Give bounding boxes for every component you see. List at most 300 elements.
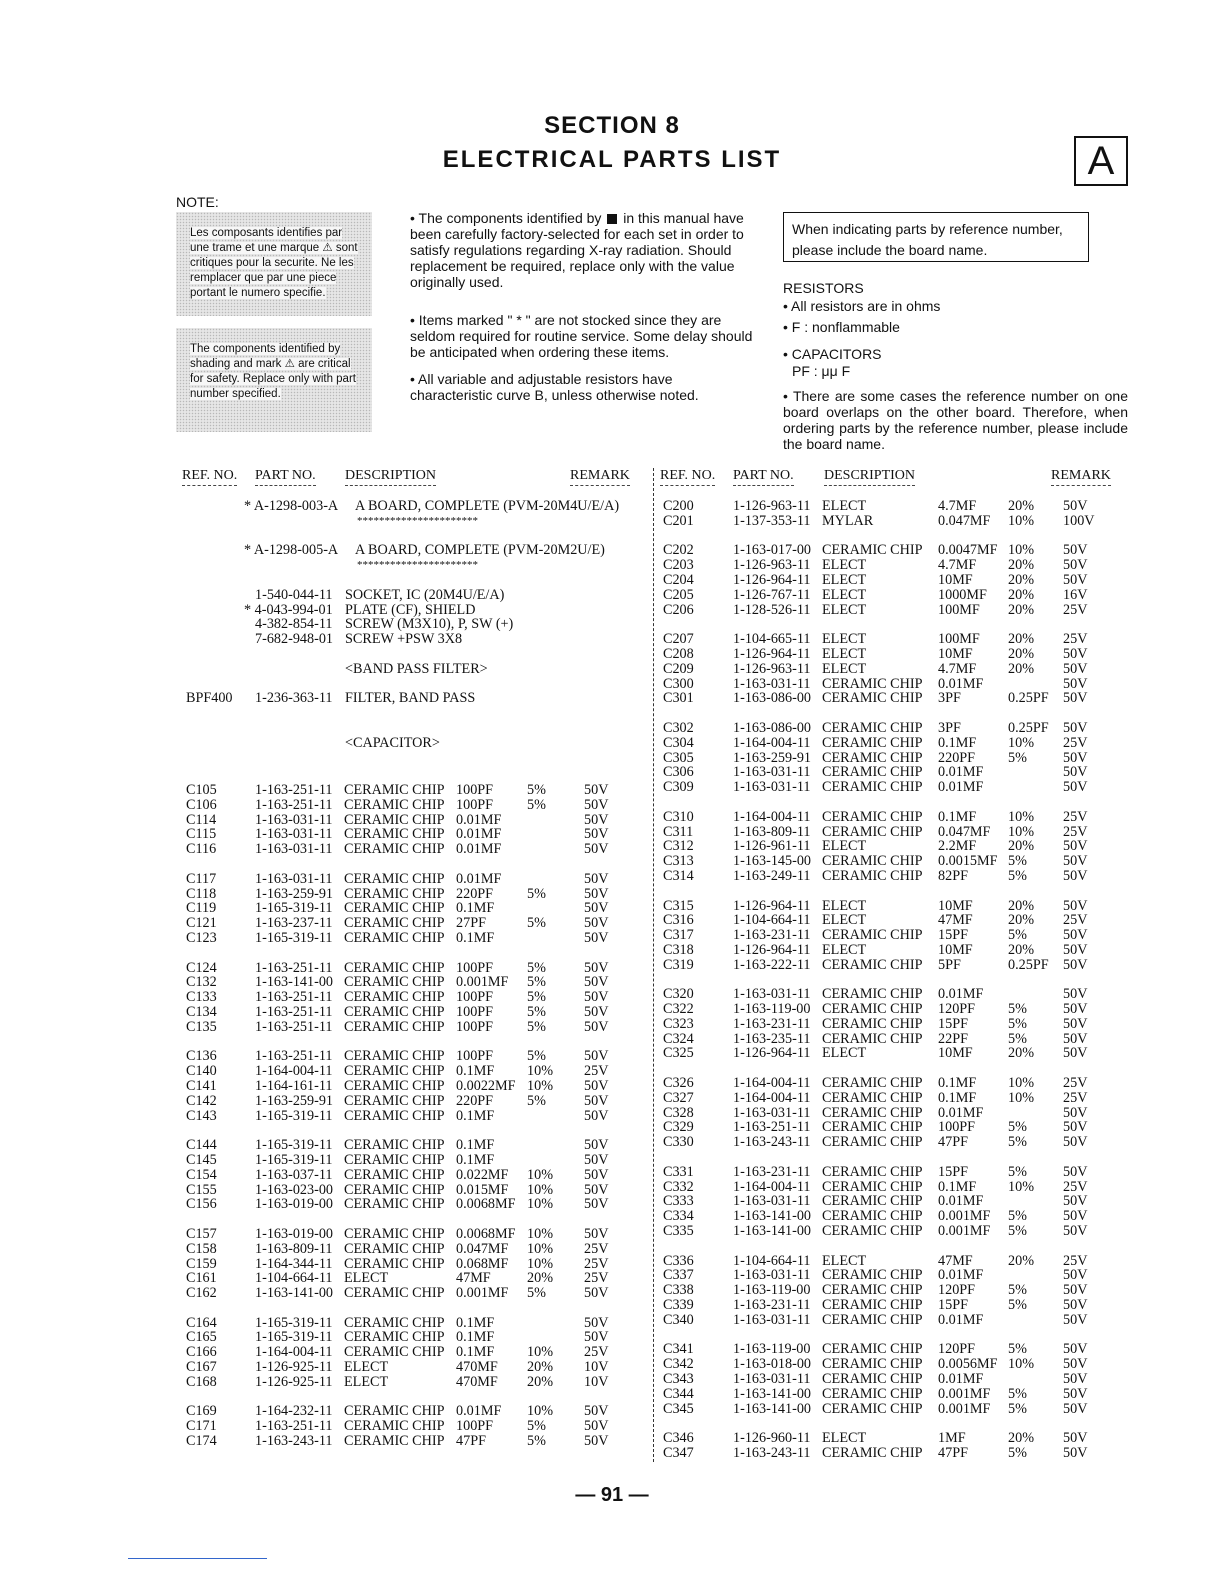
part-no: 1-163-031-11 — [733, 764, 811, 781]
value: 22PF — [938, 1030, 968, 1047]
value: 10MF — [938, 1045, 973, 1062]
tolerance: 5% — [527, 974, 546, 991]
ref-no: C205 — [663, 586, 694, 603]
part-no: 1-163-249-11 — [733, 867, 811, 884]
description: CERAMIC CHIP — [822, 1445, 923, 1461]
ref-no: C311 — [663, 823, 694, 840]
part-no: 1-163-243-11 — [255, 1433, 333, 1450]
part-no: 1-165-319-11 — [255, 929, 333, 946]
part-no: 1-163-119-00 — [733, 1341, 811, 1358]
description: CERAMIC CHIP — [344, 1166, 445, 1183]
voltage: 50V — [1063, 1015, 1088, 1032]
part-no: 1-126-960-11 — [733, 1430, 811, 1447]
part-no: 1-164-004-11 — [733, 1075, 811, 1092]
part-no: 1-163-231-11 — [733, 927, 811, 944]
description: CERAMIC CHIP — [344, 870, 445, 887]
value: 47MF — [938, 912, 973, 929]
value: 220PF — [456, 885, 494, 902]
part-no: 1-163-231-11 — [733, 1015, 811, 1032]
table-row — [0, 1120, 1224, 1135]
part-no: 1-163-086-00 — [733, 690, 812, 707]
ref-no: C319 — [663, 956, 694, 973]
description: CERAMIC CHIP — [344, 1137, 445, 1154]
description: CERAMIC CHIP — [822, 1089, 923, 1106]
part-no: 1-163-031-11 — [733, 1371, 811, 1388]
tolerance: 5% — [1008, 1297, 1027, 1314]
table-row — [0, 1357, 1224, 1372]
voltage: 25V — [1063, 1075, 1088, 1092]
value: 0.01MF — [938, 986, 984, 1003]
table-row — [0, 1431, 1224, 1446]
ref-no: C320 — [663, 986, 694, 1003]
value: 0.1MF — [938, 1075, 977, 1092]
description: ELECT — [822, 1252, 867, 1269]
description: ELECT — [822, 498, 867, 514]
value: 0.1MF — [456, 1329, 495, 1346]
part-no: 1-163-031-11 — [733, 986, 811, 1003]
part-no: 1-163-251-11 — [255, 1003, 333, 1020]
voltage: 50V — [1063, 1400, 1088, 1417]
capacitors-unit: PF : μμ F — [792, 363, 851, 379]
part-no: * A-1298-003-A — [244, 498, 339, 514]
value: 0.1MF — [456, 900, 495, 917]
tolerance: 20% — [1008, 897, 1035, 914]
table-row — [0, 943, 1224, 958]
tolerance: 5% — [527, 989, 546, 1006]
description: CERAMIC CHIP — [822, 1193, 923, 1210]
table-row — [0, 514, 1224, 529]
table-row — [0, 543, 1224, 558]
description: CERAMIC CHIP — [344, 826, 445, 843]
ref-no: C145 — [186, 1151, 217, 1168]
part-no: 1-164-004-11 — [733, 734, 811, 751]
value: 4.7MF — [938, 660, 977, 677]
ref-no: C159 — [186, 1255, 217, 1272]
part-no: 1-163-018-00 — [733, 1356, 812, 1373]
ref-no: C136 — [186, 1048, 217, 1065]
tolerance: 5% — [1008, 1163, 1027, 1180]
description: CERAMIC CHIP — [822, 734, 923, 751]
voltage: 50V — [584, 989, 609, 1006]
voltage: 50V — [1063, 897, 1088, 914]
description: SCREW (M3X10), P, SW (+) — [345, 616, 514, 633]
ref-no: C340 — [663, 1311, 694, 1328]
voltage: 50V — [1063, 1371, 1088, 1388]
voltage: 25V — [584, 1344, 609, 1361]
ref-no: C331 — [663, 1163, 694, 1180]
tolerance: 5% — [527, 1418, 546, 1435]
voltage: 25V — [1063, 823, 1088, 840]
description: CERAMIC CHIP — [344, 841, 445, 858]
voltage: 10V — [584, 1359, 609, 1376]
ref-no: C345 — [663, 1400, 694, 1417]
tolerance: 5% — [527, 1092, 546, 1109]
part-no: 1-163-251-11 — [255, 989, 333, 1006]
tolerance: 5% — [1008, 927, 1027, 944]
group-spacer — [0, 884, 1224, 899]
table-row — [0, 839, 1224, 854]
description: CERAMIC CHIP — [344, 1403, 445, 1420]
description: MYLAR — [822, 512, 874, 529]
value: 0.1MF — [938, 1089, 977, 1106]
value: 27PF — [456, 915, 486, 932]
description: CERAMIC CHIP — [822, 1297, 923, 1314]
voltage: 50V — [584, 870, 609, 887]
voltage: 50V — [1063, 571, 1088, 588]
part-no: 1-163-237-11 — [255, 915, 333, 932]
voltage: 25V — [1063, 631, 1088, 648]
tolerance: 10% — [527, 1196, 554, 1213]
resistors-note-nonflammable: • F : nonflammable — [783, 319, 900, 335]
xray-mark-icon — [607, 214, 617, 224]
value: 3PF — [938, 719, 961, 736]
description: CERAMIC CHIP — [822, 1371, 923, 1388]
tolerance: 5% — [1008, 1445, 1027, 1461]
value: 100MF — [938, 601, 980, 618]
value: 0.0015MF — [938, 853, 998, 870]
resistor-curve-note: • All variable and adjustable resistors have characteristic curve B, unless otherwise noted. — [410, 371, 699, 403]
safety-warning-english — [176, 328, 372, 432]
tolerance: 10% — [527, 1403, 554, 1420]
tolerance: 5% — [1008, 867, 1027, 884]
description: ELECT — [822, 1045, 867, 1062]
value: 0.001MF — [456, 974, 509, 991]
description: CERAMIC CHIP — [344, 1433, 445, 1450]
value: 5PF — [938, 956, 961, 973]
voltage: 50V — [584, 796, 609, 813]
voltage: 50V — [584, 1418, 609, 1435]
part-no: 1-163-019-00 — [255, 1196, 334, 1213]
ref-no: C155 — [186, 1181, 217, 1198]
value: 10MF — [938, 897, 973, 914]
voltage: 50V — [1063, 542, 1088, 559]
tolerance: 10% — [1008, 823, 1035, 840]
voltage: 50V — [1063, 1385, 1088, 1402]
description: CERAMIC CHIP — [344, 1063, 445, 1080]
voltage: 25V — [584, 1063, 609, 1080]
header-description: DESCRIPTION — [345, 468, 436, 486]
board-name-notice: When indicating parts by reference number, please include the board name. — [783, 212, 1089, 262]
tolerance: 5% — [527, 915, 546, 932]
header-remark: REMARK — [570, 468, 630, 486]
description: CERAMIC CHIP — [822, 749, 923, 766]
voltage: 50V — [1063, 1193, 1088, 1210]
voltage: 50V — [1063, 1223, 1088, 1240]
voltage: 25V — [584, 1270, 609, 1287]
value: 100MF — [938, 631, 980, 648]
part-no: 1-165-319-11 — [255, 1314, 333, 1331]
part-no: 1-163-231-11 — [733, 1163, 811, 1180]
description: CERAMIC CHIP — [822, 808, 923, 825]
ref-no: C161 — [186, 1270, 217, 1287]
description: ELECT — [822, 645, 867, 662]
ref-no: C154 — [186, 1166, 217, 1183]
description: FILTER, BAND PASS — [345, 690, 476, 707]
part-no: 1-163-251-11 — [255, 1418, 333, 1435]
ref-no: C116 — [186, 841, 217, 858]
tolerance: 0.25PF — [1008, 719, 1049, 736]
voltage: 50V — [1063, 675, 1088, 692]
group-spacer — [0, 1328, 1224, 1346]
ref-no: C135 — [186, 1018, 217, 1035]
tolerance: 5% — [1008, 1208, 1027, 1225]
part-no: 1-163-086-00 — [733, 719, 812, 736]
voltage: 50V — [584, 1329, 609, 1346]
safety-warning-french-text: Les composants identifies par une trame et une marque ⚠ sont critiques pour la securite. Ne les remplacer que par une piece portant le numero specifie. — [190, 227, 358, 299]
voltage: 50V — [584, 959, 609, 976]
ref-no: C144 — [186, 1137, 217, 1154]
voltage: 50V — [584, 841, 609, 858]
tolerance: 5% — [1008, 1001, 1027, 1018]
value: 47MF — [456, 1270, 491, 1287]
part-no: 1-137-353-11 — [733, 512, 811, 529]
ref-no: C165 — [186, 1329, 217, 1346]
description: CERAMIC CHIP — [344, 1181, 445, 1198]
table-row — [0, 1387, 1224, 1402]
description: CERAMIC CHIP — [344, 796, 445, 813]
part-no: * A-1298-005-A — [244, 542, 339, 559]
part-no: 1-163-119-00 — [733, 1282, 811, 1299]
value: 0.1MF — [456, 929, 495, 946]
description: CERAMIC CHIP — [344, 1418, 445, 1435]
part-no: 1-128-526-11 — [733, 601, 811, 618]
description: CERAMIC CHIP — [822, 1030, 923, 1047]
description: CERAMIC CHIP — [822, 867, 923, 884]
ref-no: C162 — [186, 1285, 217, 1302]
ref-no: C118 — [186, 885, 217, 902]
table-row — [0, 1254, 1224, 1269]
ref-no: C312 — [663, 838, 694, 855]
description: CERAMIC CHIP — [822, 1356, 923, 1373]
description: CERAMIC CHIP — [344, 811, 445, 828]
part-no: * 4-043-994-01 — [244, 601, 333, 618]
ref-no: C343 — [663, 1371, 694, 1388]
value: 0.01MF — [456, 1403, 502, 1420]
value: 0.0022MF — [456, 1077, 516, 1094]
tolerance: 20% — [1008, 557, 1035, 574]
tolerance: 10% — [1008, 808, 1035, 825]
description: CERAMIC CHIP — [344, 974, 445, 991]
value: 15PF — [938, 927, 968, 944]
voltage: 50V — [1063, 719, 1088, 736]
ref-no: C158 — [186, 1240, 217, 1257]
tolerance: 5% — [1008, 1385, 1027, 1402]
description: CERAMIC CHIP — [822, 1208, 923, 1225]
description: CERAMIC CHIP — [822, 1385, 923, 1402]
table-row — [0, 691, 1224, 706]
value: 0.1MF — [456, 1151, 495, 1168]
description: CERAMIC CHIP — [822, 986, 923, 1003]
value: 100PF — [456, 782, 494, 798]
value: 0.0056MF — [938, 1356, 998, 1373]
description: CERAMIC CHIP — [822, 690, 923, 707]
ref-no: C133 — [186, 989, 217, 1006]
part-no: 1-163-222-11 — [733, 956, 811, 973]
tolerance: 10% — [1008, 1089, 1035, 1106]
ref-no: C322 — [663, 1001, 694, 1018]
voltage: 10V — [584, 1373, 609, 1390]
ref-no: C143 — [186, 1107, 217, 1124]
voltage: 50V — [1063, 690, 1088, 707]
part-no: 1-163-251-11 — [255, 959, 333, 976]
table-row — [0, 1209, 1224, 1224]
part-no: 1-163-031-11 — [733, 675, 811, 692]
tolerance: 20% — [1008, 1430, 1035, 1447]
ref-no: C207 — [663, 631, 694, 648]
ref-no: C301 — [663, 690, 694, 707]
table-row — [0, 1400, 1224, 1420]
value: 0.047MF — [938, 823, 991, 840]
description: CERAMIC CHIP — [344, 1196, 445, 1213]
ref-no: C326 — [663, 1075, 694, 1092]
tolerance: 5% — [1008, 1282, 1027, 1299]
value: 0.01MF — [938, 1193, 984, 1210]
part-no: 1-163-141-00 — [255, 974, 334, 991]
description: CERAMIC CHIP — [822, 1341, 923, 1358]
capacitors-heading: • CAPACITORS — [783, 346, 882, 362]
tolerance: 10% — [527, 1344, 554, 1361]
part-no: 1-126-964-11 — [733, 1045, 811, 1062]
voltage: 50V — [1063, 867, 1088, 884]
ref-no: C304 — [663, 734, 694, 751]
description: CERAMIC CHIP — [344, 1018, 445, 1035]
ref-no: C339 — [663, 1297, 694, 1314]
part-no: 1-540-044-11 — [255, 586, 333, 603]
value: 4.7MF — [938, 557, 977, 574]
value: 0.01MF — [456, 811, 502, 828]
tolerance: 20% — [527, 1270, 554, 1287]
description: CERAMIC CHIP — [344, 782, 445, 798]
value: 0.0047MF — [938, 542, 998, 559]
table-row — [0, 1342, 1224, 1357]
value: 82PF — [938, 867, 968, 884]
group-spacer — [0, 1416, 1224, 1431]
stars-underline: ********************** — [357, 559, 478, 572]
table-row — [0, 721, 1224, 736]
header-part-no: PART NO. — [733, 468, 794, 486]
description: CERAMIC CHIP — [822, 853, 923, 870]
value: 0.001MF — [938, 1208, 991, 1225]
voltage: 25V — [1063, 734, 1088, 751]
value: 0.001MF — [456, 1285, 509, 1302]
table-row — [0, 928, 1224, 943]
voltage: 50V — [584, 1166, 609, 1183]
voltage: 50V — [1063, 1267, 1088, 1284]
ref-no: C105 — [186, 782, 217, 798]
value: 470MF — [456, 1373, 498, 1390]
description: ELECT — [822, 601, 867, 618]
tolerance: 10% — [1008, 512, 1035, 529]
tolerance: 10% — [1008, 1356, 1035, 1373]
description: ELECT — [822, 571, 867, 588]
ref-no: C106 — [186, 796, 217, 813]
ref-no: C330 — [663, 1134, 694, 1151]
band-pass-filter-heading: <BAND PASS FILTER> — [345, 660, 488, 677]
part-no: 7-682-948-01 — [255, 631, 334, 648]
voltage: 50V — [584, 811, 609, 828]
voltage: 50V — [1063, 645, 1088, 662]
ref-no: C335 — [663, 1223, 694, 1240]
value: 0.1MF — [456, 1063, 495, 1080]
tolerance: 5% — [1008, 1134, 1027, 1151]
ref-no: C156 — [186, 1196, 217, 1213]
table-row — [0, 736, 1224, 751]
value: 0.01MF — [456, 870, 502, 887]
header-description: DESCRIPTION — [824, 468, 915, 486]
description: CERAMIC CHIP — [822, 1178, 923, 1195]
table-row — [0, 1268, 1224, 1283]
voltage: 50V — [584, 1225, 609, 1242]
voltage: 50V — [584, 1181, 609, 1198]
voltage: 50V — [1063, 1282, 1088, 1299]
part-no: 1-126-925-11 — [255, 1373, 333, 1390]
description: A BOARD, COMPLETE (PVM-20M4U/E/A) — [355, 498, 620, 514]
tolerance: 20% — [1008, 660, 1035, 677]
voltage: 50V — [584, 1003, 609, 1020]
voltage: 50V — [584, 929, 609, 946]
tolerance: 20% — [527, 1359, 554, 1376]
tolerance: 5% — [527, 959, 546, 976]
table-row — [0, 1194, 1224, 1209]
voltage: 50V — [1063, 1119, 1088, 1136]
table-row — [0, 958, 1224, 973]
ref-no: C121 — [186, 915, 217, 932]
part-no: 1-163-259-91 — [255, 1092, 334, 1109]
table-row — [0, 647, 1224, 662]
table-row — [0, 1076, 1224, 1091]
resistors-note-ohms: • All resistors are in ohms — [783, 298, 941, 314]
description: CERAMIC CHIP — [822, 542, 923, 559]
table-row — [0, 499, 1224, 514]
ref-no: C169 — [186, 1403, 217, 1420]
voltage: 50V — [1063, 838, 1088, 855]
voltage: 50V — [584, 1092, 609, 1109]
ref-no: C315 — [663, 897, 694, 914]
ref-no: C344 — [663, 1385, 694, 1402]
tolerance: 5% — [1008, 1223, 1027, 1240]
part-no: 1-164-004-11 — [255, 1063, 333, 1080]
capacitor-heading: <CAPACITOR> — [345, 734, 440, 751]
tolerance: 10% — [527, 1225, 554, 1242]
value: 100PF — [456, 1418, 494, 1435]
value: 0.1MF — [938, 808, 977, 825]
voltage: 50V — [584, 1048, 609, 1065]
stars-underline: ********************** — [357, 514, 478, 527]
header-ref-no: REF. NO. — [660, 468, 715, 486]
value: 10MF — [938, 645, 973, 662]
part-no: 1-163-031-11 — [733, 779, 811, 796]
description: CERAMIC CHIP — [822, 1001, 923, 1018]
value: 0.001MF — [938, 1385, 991, 1402]
description: CERAMIC CHIP — [822, 1104, 923, 1121]
description: CERAMIC CHIP — [344, 1003, 445, 1020]
ref-no: C313 — [663, 853, 694, 870]
overlap-note: • There are some cases the reference number on one board overlaps on the other board. Therefore, when ordering parts by the reference number, please include the board name. — [783, 388, 1128, 452]
description: CERAMIC CHIP — [822, 1400, 923, 1417]
value: 100PF — [938, 1119, 976, 1136]
description: ELECT — [344, 1359, 389, 1376]
tolerance: 5% — [527, 1285, 546, 1302]
voltage: 50V — [1063, 1134, 1088, 1151]
value: 100PF — [456, 989, 494, 1006]
part-no: 1-165-319-11 — [255, 1151, 333, 1168]
description: CERAMIC CHIP — [344, 1151, 445, 1168]
tolerance: 10% — [1008, 1075, 1035, 1092]
description: ELECT — [344, 1373, 389, 1390]
voltage: 25V — [584, 1240, 609, 1257]
description: CERAMIC CHIP — [822, 1163, 923, 1180]
voltage: 50V — [1063, 1045, 1088, 1062]
